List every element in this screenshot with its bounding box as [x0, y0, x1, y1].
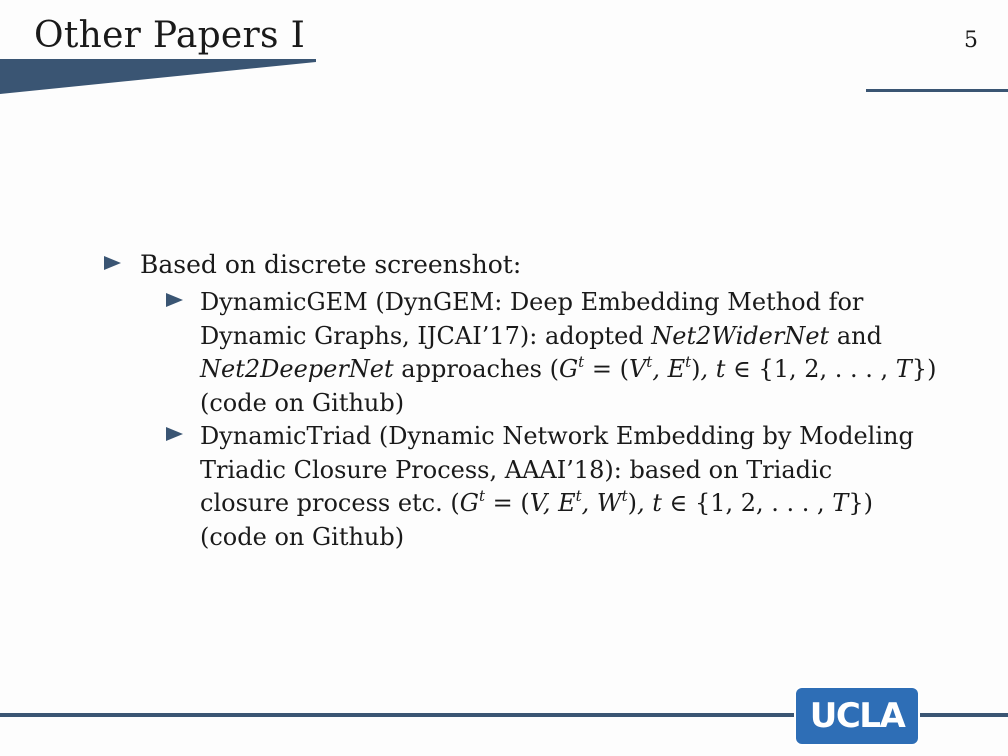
header-swoosh-decoration [0, 56, 320, 96]
triangle-bullet-icon [104, 256, 121, 270]
math-formula: ($G^t = (V$, $E^t$, $W^t$), t ∈ {1, 2, . . . , T}) [450, 487, 873, 517]
bullet-text-line: closure process etc. ($G^t = (V$, $E^t$, $W^t$), t ∈ {1, 2, . . . , T}) [200, 487, 873, 517]
method-name-net2widernet: Net2WiderNet [651, 321, 830, 350]
slide-title: Other Papers I [34, 15, 306, 56]
triangle-bullet-icon [166, 293, 183, 307]
bullet-text-line: (code on Github) [200, 522, 405, 551]
header-rule-right [866, 89, 1008, 92]
bullet-text: Based on discrete screenshot: [140, 250, 522, 279]
bullet-text-line: (code on Github) [200, 388, 405, 417]
bullet-text-line: Dynamic Graphs, IJCAI’17): adopted Net2WiderNet and [200, 321, 882, 350]
slide-content [104, 248, 944, 554]
bullet-item-level1 [104, 248, 944, 282]
bullet-text-line: DynamicTriad (Dynamic Network Embedding by Modeling [200, 422, 914, 450]
bullet-item-dynamictriad [104, 420, 944, 554]
bullet-text-line: DynamicGEM (DynGEM: Deep Embedding Method for [200, 288, 864, 316]
bullet-text-line: Triadic Closure Process, AAAI’18): based on Triadic [200, 455, 833, 484]
math-formula: ($G^t = (V^t$, $E^t$), t ∈ {1, 2, . . . , T}) [549, 353, 937, 383]
ucla-logo [796, 688, 918, 744]
method-name-net2deepernet: Net2DeeperNet [200, 355, 394, 383]
logo-text: UCLA [809, 696, 905, 736]
page-number: 5 [964, 28, 978, 53]
triangle-bullet-icon [166, 427, 183, 441]
bullet-text-line: Net2DeeperNet approaches ($G^t = (V^t$, $E^t$), t ∈ {1, 2, . . . , T}) [200, 353, 937, 383]
bullet-item-dynamicgem [104, 286, 944, 420]
